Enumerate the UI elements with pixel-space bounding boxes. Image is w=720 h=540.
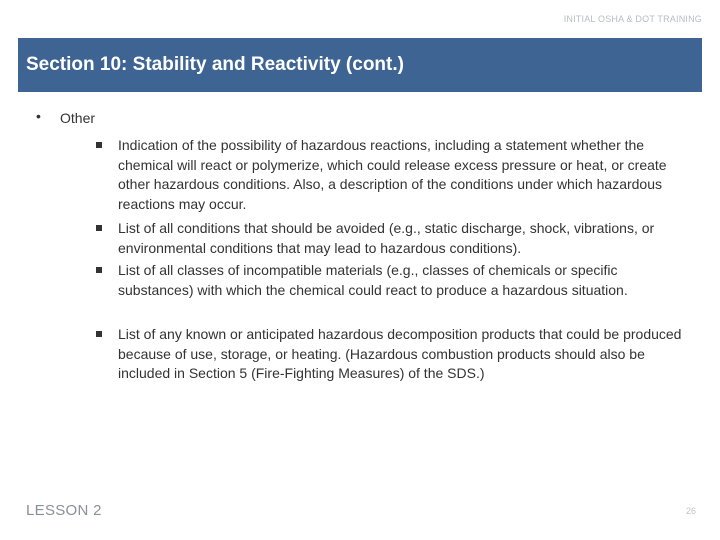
slide-title: Section 10: Stability and Reactivity (cont.): [26, 54, 404, 75]
bullet-label: Other: [60, 110, 96, 126]
page-number: 26: [685, 506, 696, 516]
lesson-label: LESSON 2: [26, 502, 102, 519]
square-bullet-icon: [96, 225, 102, 231]
title-bar: [18, 38, 702, 92]
square-bullet-icon: [96, 267, 102, 273]
bullet-dot-icon: •: [36, 108, 41, 124]
square-bullet-icon: [96, 142, 102, 148]
sub-bullet-item: [96, 325, 696, 384]
sub-bullet-item: [96, 261, 696, 300]
sub-bullet-item: [96, 219, 696, 258]
sub-bullet-text: List of all conditions that should be avoided (e.g., static discharge, shock, vibrations, or environmental conditions that may lead to hazardous conditions).: [118, 220, 655, 256]
sub-bullet-text: List of any known or anticipated hazardous decomposition products that could be produced because of use, storage, or heating. (Hazardous combustion products should also be included in Section 5 (Fire-Fighting Measures) of the SDS.): [118, 326, 682, 381]
sub-bullet-text: List of all classes of incompatible materials (e.g., classes of chemicals or specific substances) with which the chemical could react to produce a hazardous situation.: [118, 262, 628, 298]
sub-bullet-item: [96, 136, 696, 214]
course-label: INITIAL OSHA & DOT TRAINING: [563, 14, 702, 24]
sub-bullet-text: Indication of the possibility of hazardous reactions, including a statement whether the chemical will react or polymerize, which could release excess pressure or heat, or create other hazardous conditions. Also, a description of the conditions under which hazardous reactions may occur.: [118, 137, 667, 212]
square-bullet-icon: [96, 331, 102, 337]
